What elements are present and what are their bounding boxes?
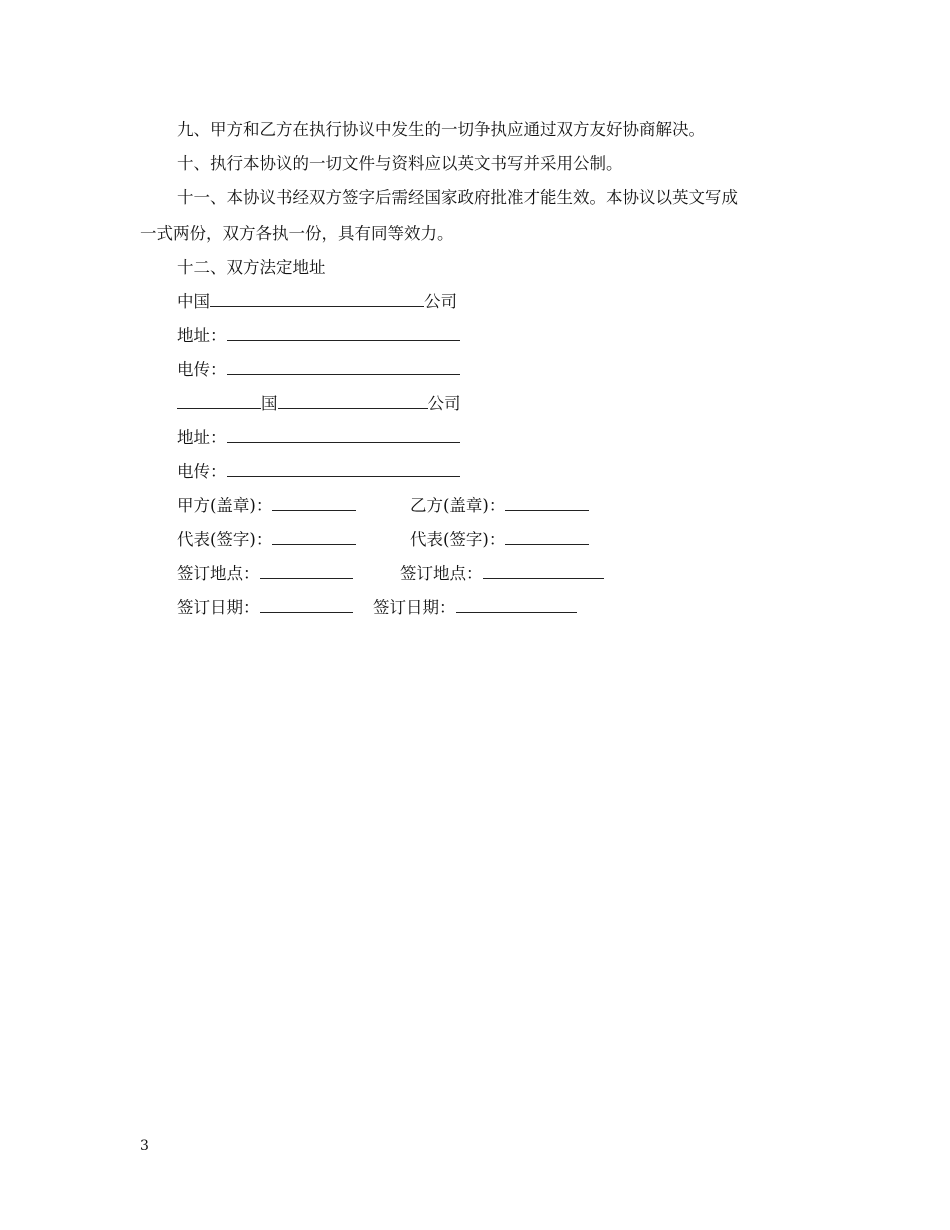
party-a-rep-label: 代表(签字)：: [177, 530, 273, 549]
clause-12: 十二、双方法定地址: [177, 258, 326, 277]
party-a-address-line: [177, 325, 460, 347]
party-b-rep-blank[interactable]: [505, 529, 589, 545]
signing-date-row: [177, 597, 456, 619]
party-b-place-label: 签订地点：: [400, 564, 483, 583]
party-b-country-blank[interactable]: [177, 393, 261, 409]
party-a-seal-label: 甲方(盖章)：: [177, 496, 273, 515]
party-a-place-blank[interactable]: [260, 563, 353, 579]
party-b-rep-label: 代表(签字)：: [410, 530, 506, 549]
party-b-seal-label: 乙方(盖章)：: [410, 496, 506, 515]
party-b-address-line: [177, 427, 460, 449]
party-b-address-label: 地址：: [177, 428, 227, 447]
party-a-address-label: 地址：: [177, 326, 227, 345]
party-b-place-group: [400, 563, 604, 585]
party-a-company-blank[interactable]: [210, 291, 424, 307]
party-b-date-label: 签订日期：: [373, 598, 456, 617]
party-b-seal-group: [410, 495, 589, 517]
party-a-fax-line: [177, 359, 460, 381]
party-b-country-suffix: 国: [261, 394, 278, 413]
party-b-company-suffix: 公司: [427, 394, 461, 413]
party-b-fax-line: [177, 461, 460, 483]
party-a-seal-blank[interactable]: [272, 495, 356, 511]
clause-11-line2: 一式两份，双方各执一份，具有同等效力。: [140, 224, 454, 243]
party-b-place-blank[interactable]: [483, 563, 604, 579]
party-b-company-blank[interactable]: [278, 393, 428, 409]
page-number: 3: [140, 1138, 149, 1154]
party-b-fax-label: 电传：: [177, 462, 227, 481]
party-a-fax-label: 电传：: [177, 360, 227, 379]
representative-row: [177, 529, 506, 551]
party-a-date-blank[interactable]: [260, 597, 353, 613]
party-a-rep-blank[interactable]: [272, 529, 356, 545]
party-a-place-label: 签订地点：: [177, 564, 260, 583]
party-a-country: 中国: [177, 292, 210, 311]
party-b-company-line: [177, 393, 461, 415]
clause-9: 九、甲方和乙方在执行协议中发生的一切争执应通过双方友好协商解决。: [177, 120, 705, 139]
party-b-date-blank[interactable]: [456, 597, 577, 613]
party-a-company-suffix: 公司: [424, 292, 457, 311]
party-a-date-label: 签订日期：: [177, 598, 260, 617]
party-a-company-line: [177, 291, 457, 313]
signing-place-row: [177, 563, 483, 585]
party-b-seal-blank[interactable]: [505, 495, 589, 511]
party-b-fax-blank[interactable]: [227, 461, 460, 477]
clause-11-line1: 十一、本协议书经双方签字后需经国家政府批准才能生效。本协议以英文写成: [177, 188, 738, 207]
party-b-date-group: [373, 597, 577, 619]
seal-row: [177, 495, 506, 517]
party-a-fax-blank[interactable]: [227, 359, 460, 375]
party-a-address-blank[interactable]: [227, 325, 460, 341]
party-b-address-blank[interactable]: [227, 427, 460, 443]
party-b-rep-group: [410, 529, 589, 551]
clause-10: 十、执行本协议的一切文件与资料应以英文书写并采用公制。: [177, 154, 623, 173]
